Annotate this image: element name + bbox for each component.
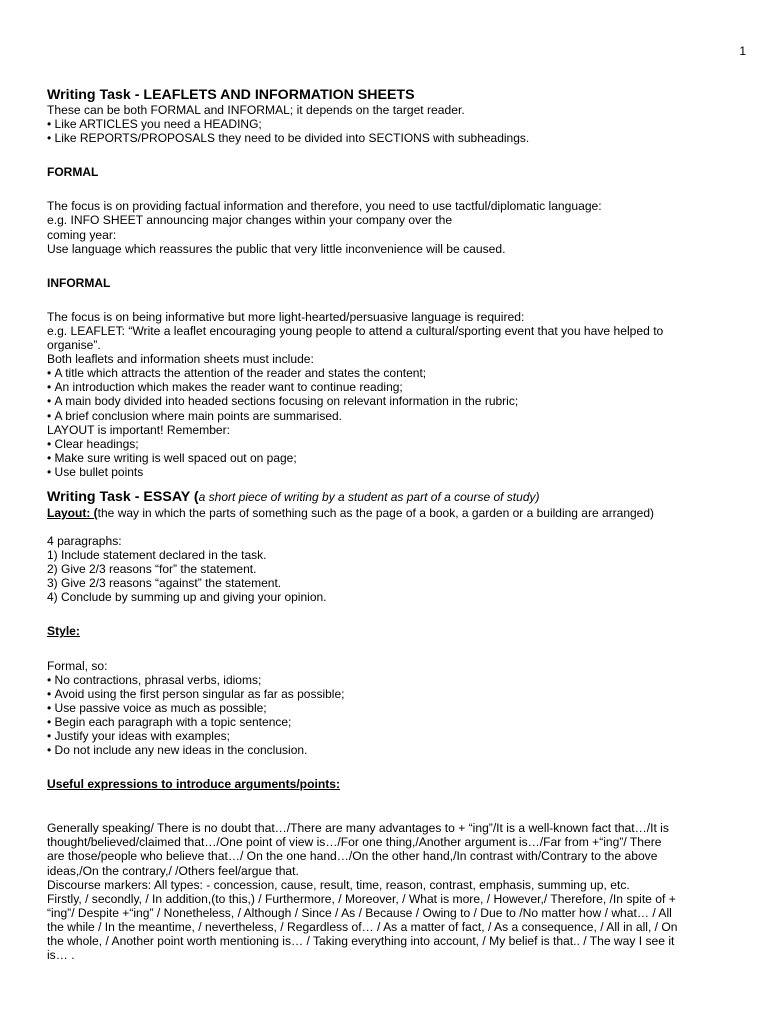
text-line: Discourse markers: All types: - concession, cause, result, time, reason, contrast, emphasis, summing up, etc. [47, 877, 630, 892]
layout-label: Layout: ( [47, 505, 98, 520]
essay-layout-line [47, 506, 737, 520]
paragraph-list [47, 548, 737, 604]
essay-title: Writing Task - ESSAY ( [47, 488, 199, 505]
useful-expressions-label: Useful expressions to introduce arguments/points: [47, 777, 340, 792]
leaflets-bullets [47, 117, 737, 145]
text-line: Use language which reassures the public that very little inconvenience will be caused. [47, 241, 506, 256]
include-list [47, 366, 737, 422]
list-item: • A main body divided into headed sections focusing on relevant information in the rubric; [47, 394, 737, 408]
text-line: ideas,/On the contrary,/ /Others feel/argue that. [47, 863, 299, 878]
list-item: • Clear headings; [47, 437, 737, 451]
document-page [47, 0, 737, 962]
layout-list [47, 437, 737, 479]
list-item: 1) Include statement declared in the task. [47, 548, 267, 563]
text-line: e.g. INFO SHEET announcing major changes within your company over the [47, 213, 453, 228]
text-line: e.g. LEAFLET: “Write a leaflet encouraging young people to attend a cultural/sporting event that you have helped to [47, 323, 664, 338]
layout-line: LAYOUT is important! Remember: [47, 422, 231, 437]
text-line: organise”. [47, 338, 101, 353]
text-line: Firstly, / secondly, / In addition,(to this,) / Furthermore, / Moreover, / What is more, / However,/ Therefore, /In spite of + [47, 891, 676, 906]
essay-heading [47, 489, 737, 505]
informal-label: INFORMAL [47, 275, 111, 290]
list-item: • Justify your ideas with examples; [47, 729, 737, 743]
list-item: • No contractions, phrasal verbs, idioms; [47, 673, 737, 687]
text-line: are those/people who believe that…/ On the one hand…/On the other hand,/In contrast with/Contrary to the above [47, 849, 658, 864]
paragraphs-label: 4 paragraphs: [47, 533, 122, 548]
useful-expressions [47, 821, 737, 962]
list-item: • Use bullet points [47, 465, 737, 479]
text-line: The focus is on being informative but more light-hearted/persuasive language is required: [47, 309, 525, 324]
list-item: 3) Give 2/3 reasons “against” the statement. [47, 576, 282, 591]
list-item: • Use passive voice as much as possible; [47, 701, 737, 715]
leaflets-heading: Writing Task - LEAFLETS AND INFORMATION SHEETS [47, 87, 415, 103]
essay-definition: a short piece of writing by a student as part of a course of study) [198, 489, 540, 504]
text-line: Generally speaking/ There is no doubt that…/There are many advantages to + “ing”/It is a well-known fact that…/It is [47, 821, 669, 836]
style-label: Style: [47, 624, 80, 639]
informal-section [47, 310, 737, 479]
formal-section [47, 199, 737, 255]
text-line: is… . [47, 948, 75, 963]
list-item: 2) Give 2/3 reasons “for” the statement. [47, 562, 257, 577]
text-line: thought/believed/claimed that…/One point of view is…/For one thing,/Another argument is…/Far from +“ing”/ There [47, 835, 662, 850]
list-item: • A title which attracts the attention of the reader and states the content; [47, 366, 737, 380]
page-number: 1 [739, 44, 746, 58]
list-item: 4) Conclude by summing up and giving your opinion. [47, 590, 327, 605]
list-item: • Make sure writing is well spaced out on page; [47, 451, 737, 465]
list-item: • A brief conclusion where main points are summarised. [47, 409, 737, 423]
formal-label: FORMAL [47, 165, 99, 180]
leaflets-intro: These can be both FORMAL and INFORMAL; it depends on the target reader. [47, 103, 465, 117]
text-line: The focus is on providing factual information and therefore, you need to use tactful/diplomatic language: [47, 199, 602, 214]
style-list [47, 673, 737, 758]
list-item: • Avoid using the first person singular as far as possible; [47, 687, 737, 701]
text-line: coming year: [47, 227, 117, 242]
text-line: “ing”/ Despite +“ing” / Nonetheless, / Although / Since / As / Because / Owing to / Due to /No matter how / what… / All [47, 905, 672, 920]
text-line: the while / In the meantime, / nevertheless, / Regardless of… / As a matter of fact, / As a consequence, / All in all, / On [47, 919, 678, 934]
list-item: • Do not include any new ideas in the conclusion. [47, 743, 737, 757]
list-item: • Like REPORTS/PROPOSALS they need to be divided into SECTIONS with subheadings. [47, 131, 737, 145]
formal-so: Formal, so: [47, 658, 108, 673]
layout-definition: the way in which the parts of something such as the page of a book, a garden or a building are arranged) [97, 505, 655, 520]
text-line: Both leaflets and information sheets must include: [47, 352, 314, 367]
list-item: • An introduction which makes the reader want to continue reading; [47, 380, 737, 394]
list-item: • Begin each paragraph with a topic sentence; [47, 715, 737, 729]
text-line: the whole, / Another point worth mentioning is… / Taking everything into account, / My belief is that.. / The way I see it [47, 934, 675, 949]
list-item: • Like ARTICLES you need a HEADING; [47, 117, 737, 131]
